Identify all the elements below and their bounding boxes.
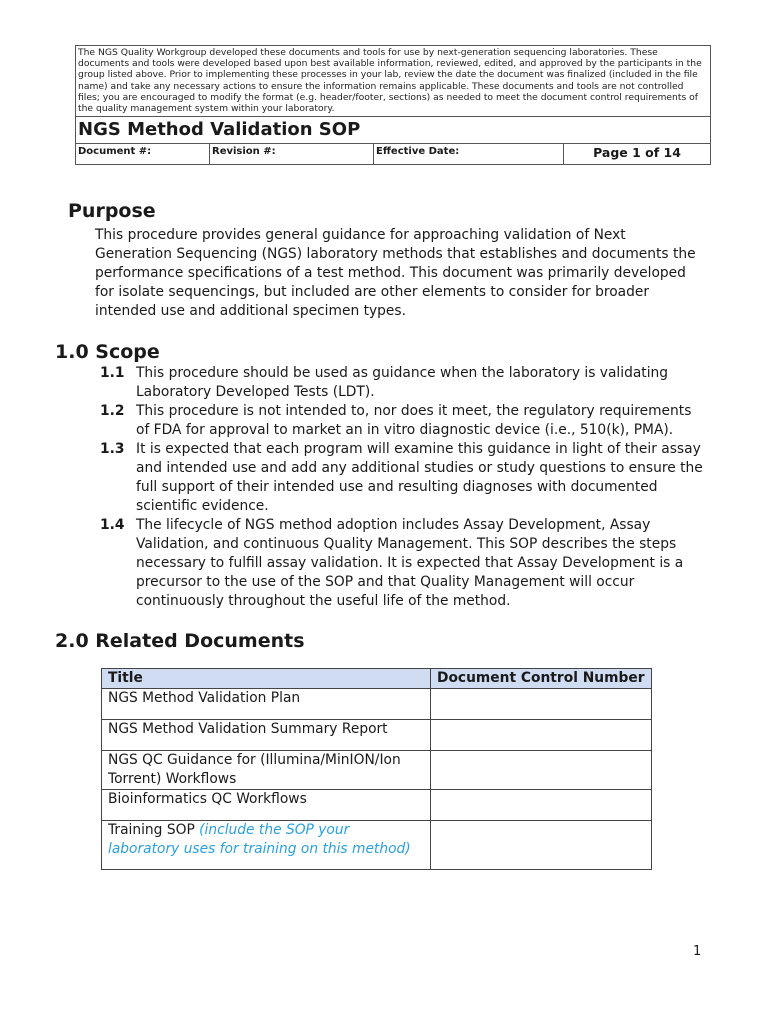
purpose-paragraph: This procedure provides general guidance for approaching validation of Next Generation Sequencing (NGS) laboratory methods that establishes and documents the performance specifications of a test method. This document was primarily developed for isolate sequencings, but included are other elements to consider for broader intended use and additional specimen types. <box>95 227 696 319</box>
list-item <box>96 402 706 440</box>
doc-title-text: Training SOP <box>108 822 195 838</box>
table-row <box>102 790 652 821</box>
list-item-number: 1.1 <box>100 365 125 381</box>
list-item <box>96 516 706 611</box>
table-header-row <box>102 669 652 689</box>
list-item-number: 1.2 <box>100 403 125 419</box>
table-cell-title <box>102 790 431 821</box>
revision-number-field: Revision #: <box>210 144 374 164</box>
table-cell-title <box>102 751 431 790</box>
list-item-text: It is expected that each program will examine this guidance in light of their assay and intended use and add any additional studies or study questions to ensure the full support of their intended use and resulting diagnoses with documented scientific evidence. <box>136 441 703 514</box>
related-documents-heading: 2.0 Related Documents <box>55 630 305 652</box>
doc-title-text: Bioinformatics QC Workflows <box>108 791 307 807</box>
list-item-text: This procedure should be used as guidance when the laboratory is validating Laboratory Developed Tests (LDT). <box>136 365 669 400</box>
document-header <box>75 45 711 165</box>
list-item <box>96 440 706 516</box>
instruction-hint: (include the SOP your laboratory uses for training on this method) <box>108 822 411 857</box>
doc-title-text: NGS Method Validation Summary Report <box>108 721 388 737</box>
table-row <box>102 720 652 751</box>
table-cell-control-number <box>431 720 652 751</box>
list-item-text: This procedure is not intended to, nor does it meet, the regulatory requirements of FDA for approval to market an in vitro diagnostic device (i.e., 510(k), PMA). <box>136 403 692 438</box>
list-item-text: The lifecycle of NGS method adoption includes Assay Development, Assay Validation, and continuous Quality Management. This SOP describes the steps necessary to fulfill assay validation. It is expected that Assay Development is a precursor to the use of the SOP and that Quality Management will occur continuously throughout the useful life of the method. <box>136 517 684 609</box>
page-indicator: Page 1 of 14 <box>593 145 681 161</box>
list-item-number: 1.4 <box>100 517 125 533</box>
table-cell-control-number <box>431 821 652 870</box>
column-header-control-number: Document Control Number <box>431 669 652 689</box>
table-row <box>102 751 652 790</box>
purpose-heading: Purpose <box>68 200 156 222</box>
scope-list <box>96 364 706 611</box>
table-row <box>102 689 652 720</box>
list-item-number: 1.3 <box>100 441 125 457</box>
doc-title-text: NGS Method Validation Plan <box>108 690 301 706</box>
table-cell-title <box>102 689 431 720</box>
document-meta-row <box>76 144 710 164</box>
scope-heading: 1.0 Scope <box>55 341 160 363</box>
document-title: NGS Method Validation SOP <box>76 117 710 144</box>
table-row <box>102 821 652 870</box>
table-cell-control-number <box>431 751 652 790</box>
list-item <box>96 364 706 402</box>
effective-date-field: Effective Date: <box>374 144 564 164</box>
disclaimer-text: The NGS Quality Workgroup developed these documents and tools for use by next-generation sequencing laboratories. These documents and tools were developed based upon best available information, reviewed, edited, and approved by the participants in the group listed above. Prior to implementing these processes in your lab, review the date the document was finalized (included in the file name) and take any necessary actions to ensure the information remains applicable. These documents and tools are not controlled files; you are encouraged to modify the format (e.g. header/footer, sections) as needed to meet the document control requirements of the quality management system within your laboratory. <box>76 46 710 117</box>
related-documents-table <box>101 668 652 870</box>
table-cell-control-number <box>431 790 652 821</box>
document-number-field: Document #: <box>76 144 210 164</box>
table-cell-control-number <box>431 689 652 720</box>
table-cell-title <box>102 821 431 870</box>
doc-title-text: NGS QC Guidance for (Illumina/MinION/Ion Torrent) Workflows <box>108 752 401 787</box>
column-header-title: Title <box>102 669 431 689</box>
table-cell-title <box>102 720 431 751</box>
page-number: 1 <box>693 944 702 959</box>
